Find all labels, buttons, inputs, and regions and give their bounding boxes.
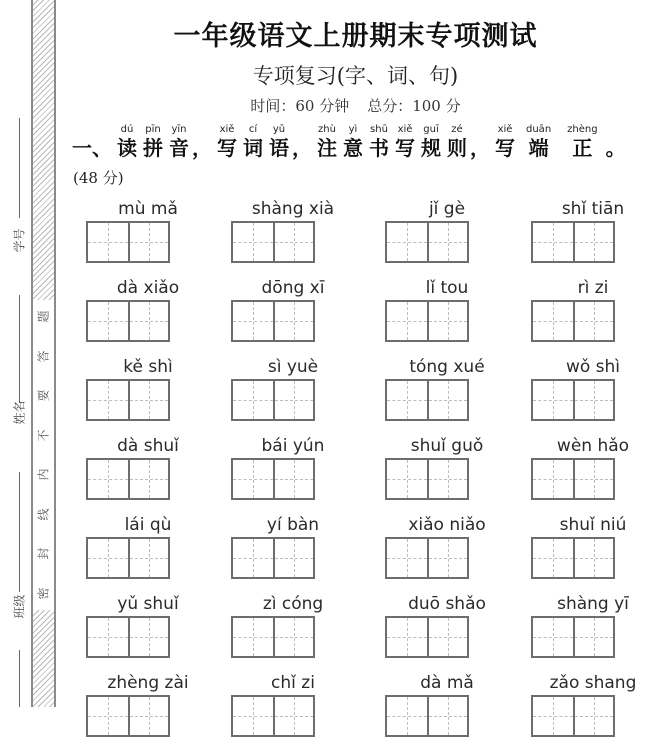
- tianzige-writing-box[interactable]: [231, 300, 315, 342]
- pinyin-label: zhèng zài: [107, 673, 189, 693]
- seal-char: 线: [36, 508, 51, 521]
- pinyin-label: duō shǎo: [408, 594, 486, 614]
- heading-hanzi: 则: [447, 136, 467, 160]
- heading-ruby-char: [369, 124, 389, 160]
- tianzige-cell[interactable]: [573, 381, 613, 419]
- heading-pinyin: yīn: [171, 124, 187, 135]
- heading-ruby-char: [395, 124, 415, 160]
- tianzige-writing-box[interactable]: [86, 695, 170, 737]
- heading-hanzi: 拼: [143, 136, 163, 160]
- heading-ruby-char: [117, 124, 137, 160]
- tianzige-cell[interactable]: [88, 618, 128, 656]
- heading-pinyin: zhù: [318, 124, 336, 135]
- heading-pinyin: xiě: [219, 124, 235, 135]
- pinyin-label: shuǐ niú: [559, 515, 627, 535]
- tianzige-writing-box[interactable]: [231, 458, 315, 500]
- pinyin-label: bái yún: [261, 436, 325, 456]
- tianzige-cell[interactable]: [427, 618, 467, 656]
- heading-hanzi: 写: [395, 136, 415, 160]
- tianzige-cell[interactable]: [573, 697, 613, 735]
- heading-hanzi: 书: [369, 136, 389, 160]
- tianzige-cell[interactable]: [273, 539, 313, 577]
- heading-hanzi: 语: [269, 136, 289, 160]
- tianzige-cell[interactable]: [88, 460, 128, 498]
- tianzige-cell[interactable]: [387, 460, 427, 498]
- tianzige-writing-box[interactable]: [385, 458, 469, 500]
- tianzige-cell[interactable]: [128, 618, 168, 656]
- heading-pinyin: zé: [451, 124, 463, 135]
- tianzige-writing-box[interactable]: [86, 458, 170, 500]
- heading-ruby-char: [526, 124, 551, 160]
- tianzige-cell[interactable]: [427, 223, 467, 261]
- heading-pinyin: xiě: [497, 124, 513, 135]
- tianzige-cell[interactable]: [88, 539, 128, 577]
- pinyin-label: yǔ shuǐ: [117, 594, 179, 614]
- seal-char: 内: [36, 468, 51, 481]
- tianzige-cell[interactable]: [233, 302, 273, 340]
- heading-hanzi: 写: [217, 136, 237, 160]
- tianzige-writing-box[interactable]: [231, 221, 315, 263]
- pinyin-label: shàng xià: [251, 199, 335, 219]
- pinyin-label: sì yuè: [267, 357, 319, 377]
- tianzige-cell[interactable]: [233, 618, 273, 656]
- tianzige-writing-box[interactable]: [531, 379, 615, 421]
- tianzige-writing-box[interactable]: [231, 695, 315, 737]
- heading-ruby-char: [143, 124, 163, 160]
- tianzige-cell[interactable]: [573, 539, 613, 577]
- tianzige-writing-box[interactable]: [385, 537, 469, 579]
- tianzige-cell[interactable]: [533, 302, 573, 340]
- pinyin-label: kě shì: [123, 357, 173, 377]
- heading-hanzi: 端: [528, 136, 549, 160]
- heading-punctuation: 。: [605, 136, 626, 160]
- tianzige-cell[interactable]: [88, 697, 128, 735]
- heading-ruby-char: [269, 124, 289, 160]
- tianzige-cell[interactable]: [233, 223, 273, 261]
- pinyin-label: shǐ tiān: [561, 199, 625, 219]
- heading-ruby-char: [567, 124, 597, 160]
- heading-pinyin: duān: [526, 124, 552, 135]
- tianzige-cell[interactable]: [427, 697, 467, 735]
- pinyin-label: dà xiǎo: [116, 278, 180, 298]
- tianzige-writing-box[interactable]: [385, 695, 469, 737]
- heading-hanzi: 写: [495, 136, 515, 160]
- seal-char: 密: [36, 587, 51, 600]
- tianzige-cell[interactable]: [573, 223, 613, 261]
- tianzige-cell[interactable]: [233, 381, 273, 419]
- tianzige-cell[interactable]: [273, 618, 313, 656]
- tianzige-cell[interactable]: [233, 460, 273, 498]
- tianzige-cell[interactable]: [387, 381, 427, 419]
- heading-pinyin: yǔ: [272, 124, 286, 135]
- tianzige-cell[interactable]: [533, 697, 573, 735]
- tianzige-cell[interactable]: [128, 381, 168, 419]
- heading-hanzi: 读: [117, 136, 137, 160]
- tianzige-cell[interactable]: [427, 302, 467, 340]
- time-limit: 时间：60 分钟: [250, 97, 350, 115]
- heading-pinyin: guī: [423, 124, 439, 135]
- heading-ruby-char: [217, 124, 237, 160]
- tianzige-writing-box[interactable]: [531, 695, 615, 737]
- student-id-line: [19, 118, 20, 218]
- pinyin-label: dà shuǐ: [117, 436, 179, 456]
- tianzige-writing-box[interactable]: [385, 300, 469, 342]
- pinyin-label: wǒ shì: [565, 357, 621, 377]
- pinyin-label: shàng yī: [557, 594, 629, 614]
- tianzige-writing-box[interactable]: [86, 221, 170, 263]
- pinyin-label: wèn hǎo: [556, 436, 630, 456]
- heading-ruby-char: [243, 124, 263, 160]
- tianzige-writing-box[interactable]: [86, 537, 170, 579]
- heading-hanzi: 规: [421, 136, 441, 160]
- tianzige-cell[interactable]: [387, 618, 427, 656]
- tianzige-cell[interactable]: [533, 618, 573, 656]
- tianzige-writing-box[interactable]: [531, 221, 615, 263]
- heading-ruby-char: [495, 124, 515, 160]
- pinyin-label: lái qù: [124, 515, 172, 535]
- heading-ruby-char: [343, 124, 363, 160]
- section-number: 一、: [72, 136, 112, 160]
- heading-punctuation: ，: [470, 136, 490, 160]
- tianzige-cell[interactable]: [573, 460, 613, 498]
- student-id-label: 学号: [12, 228, 27, 253]
- pinyin-label: yí bàn: [266, 515, 320, 535]
- tianzige-writing-box[interactable]: [231, 616, 315, 658]
- tianzige-cell[interactable]: [387, 302, 427, 340]
- heading-pinyin: pīn: [145, 124, 161, 135]
- heading-pinyin: shū: [370, 124, 388, 135]
- heading-hanzi: 词: [243, 136, 263, 160]
- tianzige-writing-box[interactable]: [531, 616, 615, 658]
- tianzige-cell[interactable]: [573, 618, 613, 656]
- class-line-lower: [19, 650, 20, 707]
- tianzige-cell[interactable]: [387, 223, 427, 261]
- tianzige-cell[interactable]: [533, 539, 573, 577]
- tianzige-writing-box[interactable]: [385, 221, 469, 263]
- tianzige-cell[interactable]: [533, 381, 573, 419]
- tianzige-cell[interactable]: [128, 460, 168, 498]
- pinyin-label: xiǎo niǎo: [408, 515, 486, 535]
- tianzige-cell[interactable]: [273, 223, 313, 261]
- tianzige-writing-box[interactable]: [231, 379, 315, 421]
- tianzige-cell[interactable]: [427, 381, 467, 419]
- tianzige-cell[interactable]: [387, 697, 427, 735]
- pinyin-label: tóng xué: [409, 357, 485, 377]
- tianzige-cell[interactable]: [128, 697, 168, 735]
- tianzige-cell[interactable]: [88, 223, 128, 261]
- tianzige-writing-box[interactable]: [385, 616, 469, 658]
- tianzige-cell[interactable]: [233, 697, 273, 735]
- heading-ruby-char: [317, 124, 337, 160]
- tianzige-cell[interactable]: [88, 302, 128, 340]
- tianzige-writing-box[interactable]: [86, 379, 170, 421]
- tianzige-cell[interactable]: [128, 223, 168, 261]
- pinyin-label: dōng xī: [261, 278, 325, 298]
- total-score: 总分：100 分: [367, 97, 461, 115]
- tianzige-cell[interactable]: [533, 460, 573, 498]
- seal-char: 要: [36, 389, 51, 402]
- section-score: (48 分): [73, 169, 124, 187]
- tianzige-writing-box[interactable]: [231, 537, 315, 579]
- heading-hanzi: 意: [343, 136, 363, 160]
- seal-char: 封: [36, 547, 51, 560]
- tianzige-cell[interactable]: [273, 697, 313, 735]
- heading-pinyin: xiě: [397, 124, 413, 135]
- pinyin-label: zǎo shang: [549, 673, 637, 693]
- section-heading: [72, 124, 628, 160]
- tianzige-cell[interactable]: [273, 381, 313, 419]
- pinyin-label: jǐ gè: [428, 199, 466, 219]
- tianzige-writing-box[interactable]: [385, 379, 469, 421]
- tianzige-cell[interactable]: [427, 460, 467, 498]
- heading-pinyin: dú: [120, 124, 134, 135]
- student-id-line-lower: [19, 295, 20, 403]
- tianzige-cell[interactable]: [533, 223, 573, 261]
- seal-char: 不: [36, 429, 51, 442]
- heading-pinyin: cí: [248, 124, 258, 135]
- pinyin-label: zì cóng: [262, 594, 324, 614]
- tianzige-writing-box[interactable]: [86, 616, 170, 658]
- tianzige-cell[interactable]: [387, 539, 427, 577]
- pinyin-label: mù mǎ: [118, 199, 178, 219]
- pinyin-label: rì zi: [577, 278, 609, 298]
- tianzige-cell[interactable]: [273, 302, 313, 340]
- tianzige-writing-box[interactable]: [531, 537, 615, 579]
- heading-pinyin: zhèng: [567, 124, 598, 135]
- pinyin-label: lǐ tou: [425, 278, 469, 298]
- pinyin-label: dà mǎ: [420, 673, 474, 693]
- tianzige-cell[interactable]: [128, 302, 168, 340]
- heading-hanzi: 注: [317, 136, 337, 160]
- tianzige-cell[interactable]: [233, 539, 273, 577]
- exam-meta: [60, 95, 651, 116]
- name-label: 姓名: [12, 400, 27, 425]
- heading-hanzi: 音: [169, 136, 189, 160]
- heading-pinyin: yì: [348, 124, 358, 135]
- heading-hanzi: 正: [572, 136, 593, 160]
- page-title: 一年级语文上册期末专项测试: [173, 21, 538, 52]
- class-label: 班级: [12, 594, 27, 619]
- page-subtitle: 专项复习(字、词、句): [252, 64, 459, 88]
- pinyin-label: shuǐ guǒ: [410, 436, 484, 456]
- heading-ruby-char: [169, 124, 189, 160]
- tianzige-cell[interactable]: [88, 381, 128, 419]
- seal-char: 答: [36, 350, 51, 363]
- heading-punctuation: ，: [292, 136, 312, 160]
- name-line-lower: [19, 472, 20, 592]
- tianzige-cell[interactable]: [573, 302, 613, 340]
- tianzige-cell[interactable]: [128, 539, 168, 577]
- seal-char: 题: [36, 310, 51, 323]
- tianzige-writing-box[interactable]: [531, 458, 615, 500]
- heading-ruby-char: [421, 124, 441, 160]
- heading-punctuation: ，: [192, 136, 212, 160]
- seal-line-notice: [31, 300, 56, 610]
- pinyin-label: chǐ zi: [271, 673, 315, 693]
- heading-ruby-char: [447, 124, 467, 160]
- tianzige-cell[interactable]: [273, 460, 313, 498]
- tianzige-cell[interactable]: [427, 539, 467, 577]
- tianzige-writing-box[interactable]: [531, 300, 615, 342]
- tianzige-writing-box[interactable]: [86, 300, 170, 342]
